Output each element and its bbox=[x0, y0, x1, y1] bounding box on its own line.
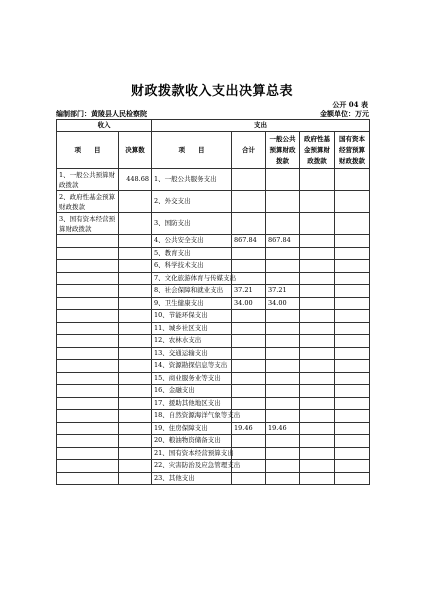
income-amount-cell bbox=[119, 372, 152, 385]
income-item-cell bbox=[57, 260, 119, 273]
capital-budget-cell bbox=[335, 410, 370, 423]
income-item-cell bbox=[57, 460, 119, 473]
fund-budget-cell bbox=[300, 422, 335, 435]
table-row bbox=[57, 285, 370, 298]
income-item-cell bbox=[57, 397, 119, 410]
income-amount-cell: 448.68 bbox=[119, 169, 152, 191]
table-row bbox=[57, 272, 370, 285]
income-item-cell bbox=[57, 422, 119, 435]
capital-budget-cell bbox=[335, 191, 370, 213]
income-item-header: 项 目 bbox=[57, 132, 119, 169]
table-row bbox=[57, 360, 370, 373]
income-header: 收入 bbox=[57, 120, 152, 132]
fund-budget-cell bbox=[300, 397, 335, 410]
general-budget-cell: 867.84 bbox=[266, 235, 300, 248]
expense-item-cell: 3、国防支出 bbox=[152, 213, 232, 235]
expense-item-cell: 1、一般公共服务支出 bbox=[152, 169, 232, 191]
capital-budget-cell bbox=[335, 335, 370, 348]
expense-header: 支出 bbox=[152, 120, 370, 132]
income-item-cell bbox=[57, 472, 119, 485]
general-budget-cell bbox=[266, 360, 300, 373]
table-row bbox=[57, 260, 370, 273]
expense-item-cell: 22、灾害防治及应急管理支出 bbox=[152, 460, 232, 473]
expense-item-cell: 2、外交支出 bbox=[152, 191, 232, 213]
total-cell: 34.00 bbox=[232, 297, 266, 310]
capital-budget-cell bbox=[335, 169, 370, 191]
general-budget-cell bbox=[266, 472, 300, 485]
income-item-cell bbox=[57, 335, 119, 348]
income-amount-cell bbox=[119, 335, 152, 348]
capital-budget-cell bbox=[335, 435, 370, 448]
total-cell bbox=[232, 472, 266, 485]
form-number: 公开 04 表 bbox=[332, 100, 368, 109]
header-row-group bbox=[57, 120, 370, 132]
capital-budget-cell bbox=[335, 397, 370, 410]
general-budget-cell bbox=[266, 435, 300, 448]
expense-item-cell: 20、粮油物资储备支出 bbox=[152, 435, 232, 448]
capital-budget-cell bbox=[335, 472, 370, 485]
general-budget-cell bbox=[266, 310, 300, 323]
income-item-cell bbox=[57, 310, 119, 323]
income-amount-cell bbox=[119, 247, 152, 260]
table-row bbox=[57, 447, 370, 460]
capital-budget-cell bbox=[335, 360, 370, 373]
general-budget-cell: 37.21 bbox=[266, 285, 300, 298]
general-budget-cell bbox=[266, 247, 300, 260]
capital-budget-cell bbox=[335, 347, 370, 360]
expense-item-header: 项 目 bbox=[152, 132, 232, 169]
table-row bbox=[57, 235, 370, 248]
page-title: 财政拨款收入支出决算总表 bbox=[130, 84, 293, 99]
total-header: 合计 bbox=[232, 132, 266, 169]
income-item-cell: 1、一般公共预算财政拨款 bbox=[57, 169, 119, 191]
income-amount-cell bbox=[119, 422, 152, 435]
income-amount-cell bbox=[119, 385, 152, 398]
unit-label: 金额单位：万元 bbox=[320, 109, 369, 118]
income-item-cell bbox=[57, 360, 119, 373]
income-amount-cell bbox=[119, 285, 152, 298]
income-amount-cell bbox=[119, 435, 152, 448]
income-item-cell bbox=[57, 272, 119, 285]
total-cell: 37.21 bbox=[232, 285, 266, 298]
expense-item-cell: 14、资源勘探信息等支出 bbox=[152, 360, 232, 373]
fund-budget-header: 政府性基金预算财政拨款 bbox=[300, 132, 335, 169]
fund-budget-cell bbox=[300, 310, 335, 323]
table-row bbox=[57, 460, 370, 473]
expense-item-cell: 5、教育支出 bbox=[152, 247, 232, 260]
income-item-cell bbox=[57, 372, 119, 385]
total-cell bbox=[232, 372, 266, 385]
expense-item-cell: 17、援助其他地区支出 bbox=[152, 397, 232, 410]
income-item-cell bbox=[57, 235, 119, 248]
general-budget-cell bbox=[266, 447, 300, 460]
capital-budget-cell bbox=[335, 447, 370, 460]
income-amount-header: 决算数 bbox=[119, 132, 152, 169]
total-cell bbox=[232, 272, 266, 285]
fund-budget-cell bbox=[300, 372, 335, 385]
table-row bbox=[57, 322, 370, 335]
fund-budget-cell bbox=[300, 335, 335, 348]
income-amount-cell bbox=[119, 410, 152, 423]
fund-budget-cell bbox=[300, 213, 335, 235]
general-budget-cell: 34.00 bbox=[266, 297, 300, 310]
capital-budget-cell bbox=[335, 235, 370, 248]
income-amount-cell bbox=[119, 360, 152, 373]
fund-budget-cell bbox=[300, 247, 335, 260]
expense-item-cell: 9、卫生健康支出 bbox=[152, 297, 232, 310]
general-budget-cell bbox=[266, 347, 300, 360]
capital-budget-cell bbox=[335, 322, 370, 335]
expense-item-cell: 7、文化旅游体育与传媒支出 bbox=[152, 272, 232, 285]
expense-item-cell: 21、国有资本经营预算支出 bbox=[152, 447, 232, 460]
capital-budget-cell bbox=[335, 247, 370, 260]
meta-line bbox=[56, 109, 369, 119]
total-cell bbox=[232, 360, 266, 373]
total-cell bbox=[232, 169, 266, 191]
total-cell bbox=[232, 247, 266, 260]
expense-item-cell: 23、其他支出 bbox=[152, 472, 232, 485]
fund-budget-cell bbox=[300, 385, 335, 398]
table-row bbox=[57, 213, 370, 235]
income-item-cell bbox=[57, 410, 119, 423]
total-cell bbox=[232, 397, 266, 410]
general-budget-cell bbox=[266, 213, 300, 235]
fund-budget-cell bbox=[300, 360, 335, 373]
fund-budget-cell bbox=[300, 235, 335, 248]
table-row bbox=[57, 191, 370, 213]
total-cell bbox=[232, 447, 266, 460]
fund-budget-cell bbox=[300, 410, 335, 423]
total-cell bbox=[232, 435, 266, 448]
table-row bbox=[57, 297, 370, 310]
income-item-cell bbox=[57, 297, 119, 310]
income-item-cell bbox=[57, 322, 119, 335]
capital-budget-header: 国有资本经营预算财政拨款 bbox=[335, 132, 370, 169]
expense-item-cell: 10、节能环保支出 bbox=[152, 310, 232, 323]
fund-budget-cell bbox=[300, 169, 335, 191]
expense-item-cell: 4、公共安全支出 bbox=[152, 235, 232, 248]
total-cell bbox=[232, 322, 266, 335]
fund-budget-cell bbox=[300, 272, 335, 285]
general-budget-cell bbox=[266, 272, 300, 285]
total-cell bbox=[232, 310, 266, 323]
table-row bbox=[57, 247, 370, 260]
income-amount-cell bbox=[119, 272, 152, 285]
income-amount-cell bbox=[119, 447, 152, 460]
budget-summary-table bbox=[56, 119, 370, 485]
fund-budget-cell bbox=[300, 435, 335, 448]
total-cell bbox=[232, 347, 266, 360]
department-label: 编制部门：黄陵县人民检察院 bbox=[56, 109, 147, 118]
income-amount-cell bbox=[119, 347, 152, 360]
income-amount-cell bbox=[119, 297, 152, 310]
fund-budget-cell bbox=[300, 460, 335, 473]
table-row bbox=[57, 372, 370, 385]
table-row bbox=[57, 472, 370, 485]
table-row bbox=[57, 335, 370, 348]
capital-budget-cell bbox=[335, 310, 370, 323]
income-item-cell bbox=[57, 385, 119, 398]
capital-budget-cell bbox=[335, 385, 370, 398]
capital-budget-cell bbox=[335, 372, 370, 385]
general-budget-cell bbox=[266, 191, 300, 213]
general-budget-cell bbox=[266, 397, 300, 410]
fund-budget-cell bbox=[300, 260, 335, 273]
capital-budget-cell bbox=[335, 422, 370, 435]
table-row bbox=[57, 347, 370, 360]
expense-item-cell: 6、科学技术支出 bbox=[152, 260, 232, 273]
fund-budget-cell bbox=[300, 322, 335, 335]
general-budget-cell bbox=[266, 385, 300, 398]
total-cell: 867.84 bbox=[232, 235, 266, 248]
general-budget-cell bbox=[266, 335, 300, 348]
income-amount-cell bbox=[119, 397, 152, 410]
expense-item-cell: 13、交通运输支出 bbox=[152, 347, 232, 360]
capital-budget-cell bbox=[335, 285, 370, 298]
income-amount-cell bbox=[119, 310, 152, 323]
total-cell bbox=[232, 191, 266, 213]
income-item-cell bbox=[57, 447, 119, 460]
capital-budget-cell bbox=[335, 213, 370, 235]
capital-budget-cell bbox=[335, 272, 370, 285]
general-budget-cell bbox=[266, 410, 300, 423]
income-amount-cell bbox=[119, 460, 152, 473]
table-row bbox=[57, 169, 370, 191]
expense-item-cell: 11、城乡社区支出 bbox=[152, 322, 232, 335]
table-row bbox=[57, 385, 370, 398]
capital-budget-cell bbox=[335, 297, 370, 310]
income-item-cell: 3、国有资本经营预算财政拨款 bbox=[57, 213, 119, 235]
capital-budget-cell bbox=[335, 260, 370, 273]
income-amount-cell bbox=[119, 322, 152, 335]
general-budget-cell bbox=[266, 169, 300, 191]
total-cell bbox=[232, 213, 266, 235]
general-budget-cell bbox=[266, 372, 300, 385]
fund-budget-cell bbox=[300, 472, 335, 485]
fund-budget-cell bbox=[300, 447, 335, 460]
general-budget-cell: 19.46 bbox=[266, 422, 300, 435]
fund-budget-cell bbox=[300, 347, 335, 360]
table-row bbox=[57, 435, 370, 448]
expense-item-cell: 15、商业服务业等支出 bbox=[152, 372, 232, 385]
header-row-columns bbox=[57, 132, 370, 169]
income-item-cell bbox=[57, 435, 119, 448]
expense-item-cell: 8、社会保障和就业支出 bbox=[152, 285, 232, 298]
income-amount-cell bbox=[119, 260, 152, 273]
general-budget-cell bbox=[266, 460, 300, 473]
table-row bbox=[57, 310, 370, 323]
income-amount-cell bbox=[119, 213, 152, 235]
total-cell bbox=[232, 260, 266, 273]
expense-item-cell: 12、农林水支出 bbox=[152, 335, 232, 348]
general-budget-cell bbox=[266, 260, 300, 273]
income-item-cell: 2、政府性基金预算财政拨款 bbox=[57, 191, 119, 213]
total-cell bbox=[232, 335, 266, 348]
total-cell: 19.46 bbox=[232, 422, 266, 435]
income-amount-cell bbox=[119, 235, 152, 248]
income-amount-cell bbox=[119, 191, 152, 213]
income-amount-cell bbox=[119, 472, 152, 485]
fund-budget-cell bbox=[300, 285, 335, 298]
fund-budget-cell bbox=[300, 297, 335, 310]
table-row bbox=[57, 397, 370, 410]
expense-item-cell: 18、自然资源海洋气象等支出 bbox=[152, 410, 232, 423]
capital-budget-cell bbox=[335, 460, 370, 473]
income-item-cell bbox=[57, 285, 119, 298]
fund-budget-cell bbox=[300, 191, 335, 213]
table-row bbox=[57, 410, 370, 423]
total-cell bbox=[232, 385, 266, 398]
expense-item-cell: 19、住房保障支出 bbox=[152, 422, 232, 435]
general-budget-cell bbox=[266, 322, 300, 335]
income-item-cell bbox=[57, 247, 119, 260]
table-row bbox=[57, 422, 370, 435]
expense-item-cell: 16、金融支出 bbox=[152, 385, 232, 398]
income-item-cell bbox=[57, 347, 119, 360]
general-budget-header: 一般公共预算财政拨款 bbox=[266, 132, 300, 169]
